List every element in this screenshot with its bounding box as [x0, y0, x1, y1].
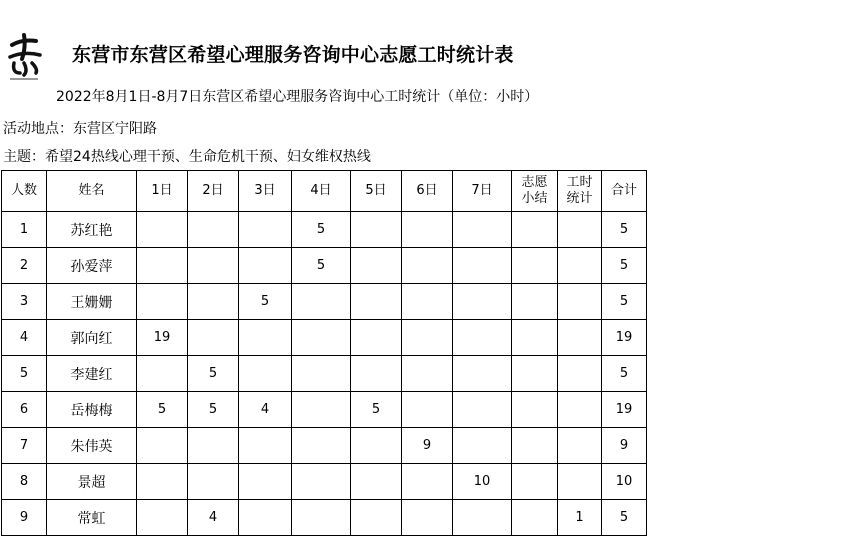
header-cell: 3日 — [239, 171, 292, 212]
table-cell: 7 — [2, 428, 47, 464]
table-cell: 5 — [602, 500, 647, 536]
table-cell — [402, 284, 453, 320]
table-cell — [512, 284, 558, 320]
table-cell — [402, 500, 453, 536]
table-cell — [453, 284, 512, 320]
table-cell — [453, 356, 512, 392]
table-cell: 5 — [239, 284, 292, 320]
table-cell — [137, 428, 188, 464]
name-cell: 朱伟英 — [47, 428, 137, 464]
table-cell: 19 — [602, 392, 647, 428]
table-cell — [453, 212, 512, 248]
table-row — [2, 356, 647, 392]
activity-theme: 主题：希望24热线心理干预、生命危机干预、妇女维权热线 — [3, 149, 371, 165]
table-header-row — [2, 171, 647, 212]
hours-table — [1, 170, 647, 536]
table-cell: 2 — [2, 248, 47, 284]
table-cell — [137, 500, 188, 536]
table-cell — [558, 320, 602, 356]
table-body — [2, 212, 647, 536]
table-cell — [558, 356, 602, 392]
table-cell: 10 — [602, 464, 647, 500]
volunteer-logo — [6, 33, 46, 83]
table-cell: 3 — [2, 284, 47, 320]
table-cell — [512, 392, 558, 428]
table-cell — [292, 284, 351, 320]
table-cell — [239, 248, 292, 284]
table-cell — [239, 356, 292, 392]
table-cell — [453, 248, 512, 284]
table-cell: 9 — [2, 500, 47, 536]
volunteer-logo-icon — [6, 33, 46, 83]
table-cell: 4 — [2, 320, 47, 356]
table-row — [2, 464, 647, 500]
table-cell — [351, 500, 402, 536]
header-cell: 6日 — [402, 171, 453, 212]
table-cell: 5 — [292, 248, 351, 284]
table-cell: 6 — [2, 392, 47, 428]
table-cell — [402, 248, 453, 284]
table-cell — [512, 500, 558, 536]
table-cell — [351, 464, 402, 500]
table-cell: 5 — [2, 356, 47, 392]
table-cell — [137, 356, 188, 392]
table-cell — [239, 428, 292, 464]
table-cell: 19 — [137, 320, 188, 356]
table-cell: 19 — [602, 320, 647, 356]
table-cell — [137, 464, 188, 500]
table-row — [2, 248, 647, 284]
table-cell — [402, 320, 453, 356]
table-cell — [512, 464, 558, 500]
page-title: 东营市东营区希望心理服务咨询中心志愿工时统计表 — [72, 44, 514, 66]
table-cell — [402, 392, 453, 428]
table-cell — [188, 428, 239, 464]
table-cell — [558, 428, 602, 464]
name-cell: 王姗姗 — [47, 284, 137, 320]
table-cell: 1 — [2, 212, 47, 248]
table-row — [2, 428, 647, 464]
table-cell — [239, 212, 292, 248]
name-cell: 郭向红 — [47, 320, 137, 356]
table-cell — [137, 248, 188, 284]
table-cell — [239, 464, 292, 500]
table-cell — [292, 428, 351, 464]
header-cell: 人数 — [2, 171, 47, 212]
table-cell — [453, 428, 512, 464]
table-cell: 5 — [292, 212, 351, 248]
table-cell: 5 — [351, 392, 402, 428]
table-cell: 5 — [137, 392, 188, 428]
name-cell: 孙爱萍 — [47, 248, 137, 284]
table-cell — [292, 500, 351, 536]
table-cell — [292, 392, 351, 428]
name-cell: 景超 — [47, 464, 137, 500]
table-cell — [512, 248, 558, 284]
table-cell — [351, 284, 402, 320]
table-cell: 4 — [239, 392, 292, 428]
table-row — [2, 500, 647, 536]
name-cell: 岳梅梅 — [47, 392, 137, 428]
table-cell: 8 — [2, 464, 47, 500]
table-cell — [351, 212, 402, 248]
table-cell — [137, 284, 188, 320]
table-cell — [453, 392, 512, 428]
table-cell — [351, 248, 402, 284]
table-cell — [558, 248, 602, 284]
name-cell: 苏红艳 — [47, 212, 137, 248]
table-cell — [188, 464, 239, 500]
table-cell — [453, 320, 512, 356]
name-cell: 李建红 — [47, 356, 137, 392]
table-cell: 5 — [602, 248, 647, 284]
table-cell: 1 — [558, 500, 602, 536]
table-cell — [351, 428, 402, 464]
table-cell — [558, 464, 602, 500]
table-cell — [239, 320, 292, 356]
table-cell — [558, 392, 602, 428]
activity-location: 活动地点：东营区宁阳路 — [3, 121, 157, 137]
table-row — [2, 212, 647, 248]
table-cell — [188, 284, 239, 320]
table-cell — [512, 356, 558, 392]
table-cell — [239, 500, 292, 536]
subtitle: 2022年8月1日-8月7日东营区希望心理服务咨询中心工时统计（单位：小时） — [56, 89, 539, 105]
table-cell — [512, 320, 558, 356]
table-cell — [512, 428, 558, 464]
header-cell: 姓名 — [47, 171, 137, 212]
table-row — [2, 320, 647, 356]
table-cell — [558, 284, 602, 320]
name-cell: 常虹 — [47, 500, 137, 536]
table-cell: 9 — [602, 428, 647, 464]
table-row — [2, 284, 647, 320]
table-cell: 5 — [602, 356, 647, 392]
table-cell — [292, 356, 351, 392]
header-cell: 合计 — [602, 171, 647, 212]
table-cell — [558, 212, 602, 248]
header-cell: 2日 — [188, 171, 239, 212]
header-cell: 5日 — [351, 171, 402, 212]
table-cell — [512, 212, 558, 248]
table-cell: 5 — [188, 356, 239, 392]
table-cell: 9 — [402, 428, 453, 464]
table-cell: 10 — [453, 464, 512, 500]
table-cell: 5 — [602, 212, 647, 248]
table-cell — [292, 320, 351, 356]
table-cell: 4 — [188, 500, 239, 536]
header-cell: 7日 — [453, 171, 512, 212]
table-cell — [351, 356, 402, 392]
table-cell — [453, 500, 512, 536]
header-cell: 4日 — [292, 171, 351, 212]
table-cell: 5 — [188, 392, 239, 428]
table-cell: 5 — [602, 284, 647, 320]
header-cell: 1日 — [137, 171, 188, 212]
table-cell — [402, 464, 453, 500]
table-row — [2, 392, 647, 428]
table-cell — [188, 248, 239, 284]
table-cell — [292, 464, 351, 500]
header-cell: 工时 统计 — [558, 171, 602, 212]
table-cell — [402, 356, 453, 392]
table-cell — [137, 212, 188, 248]
header-cell: 志愿 小结 — [512, 171, 558, 212]
table-cell — [188, 320, 239, 356]
table-cell — [402, 212, 453, 248]
table-cell — [188, 212, 239, 248]
table-cell — [351, 320, 402, 356]
